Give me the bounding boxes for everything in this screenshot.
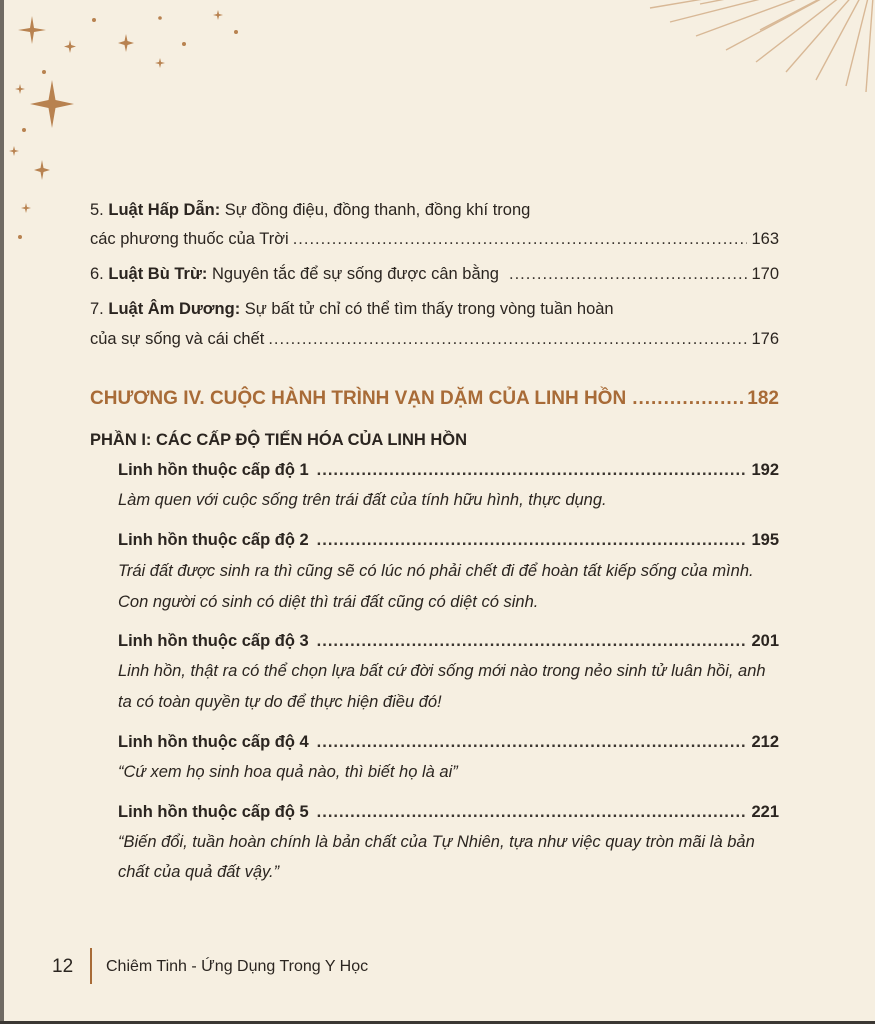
level-3-description-line-1 — [118, 661, 779, 681]
description-line: ta có toàn quyền tự do để thực hiện điều đó! — [118, 693, 442, 711]
page-number: 195 — [751, 531, 779, 549]
entry-description: Sự bất tử chỉ có thể tìm thấy trong vòng tuần hoàn — [240, 300, 614, 318]
dot-leader — [268, 329, 747, 349]
footer-book-title: Chiêm Tinh - Ứng Dụng Trong Y Học — [106, 958, 369, 975]
entry-number: 6. — [90, 265, 109, 283]
dot-leader — [632, 388, 745, 410]
toc-chapter-heading[interactable] — [90, 388, 779, 410]
description-line: “Cứ xem họ sinh hoa quả nào, thì biết họ là ai” — [118, 763, 458, 781]
page-number: 201 — [751, 632, 779, 650]
dot-leader — [317, 802, 748, 822]
chapter-page-number: 182 — [747, 388, 779, 409]
toc-entry-7[interactable] — [90, 299, 779, 319]
level-title: Linh hồn thuộc cấp độ 5 — [118, 803, 309, 821]
page-number: 176 — [751, 330, 779, 348]
page-number: 221 — [751, 803, 779, 821]
footer-divider — [90, 948, 92, 984]
part-title: PHẦN I: CÁC CẤP ĐỘ TIẾN HÓA CỦA LINH HỒN — [90, 431, 468, 449]
dot-leader — [317, 631, 748, 651]
toc-level-5[interactable] — [118, 802, 779, 822]
entry-law-title: Luật Hấp Dẫn: — [108, 201, 221, 219]
level-5-description-line-2 — [118, 862, 779, 882]
dot-leader — [317, 460, 748, 480]
chapter-title: CHƯƠNG IV. CUỘC HÀNH TRÌNH VẠN DẶM CỦA LINH HỒN — [90, 388, 627, 409]
toc-entry-5-continuation[interactable] — [90, 229, 779, 249]
level-title: Linh hồn thuộc cấp độ 1 — [118, 461, 309, 479]
sun-rays-icon — [640, 0, 875, 100]
toc-entry-5[interactable] — [90, 200, 779, 220]
level-title: Linh hồn thuộc cấp độ 3 — [118, 632, 309, 650]
description-line: “Biến đổi, tuần hoàn chính là bản chất của Tự Nhiên, tựa như việc quay tròn mãi là bản — [118, 833, 755, 851]
level-title: Linh hồn thuộc cấp độ 4 — [118, 733, 309, 751]
toc-entry-6[interactable] — [90, 264, 779, 284]
toc-level-2[interactable] — [118, 530, 779, 550]
page-number: 192 — [751, 461, 779, 479]
page-number: 170 — [751, 265, 779, 283]
level-3-description-line-2 — [118, 692, 779, 712]
level-5-description-line-1 — [118, 832, 779, 852]
entry-law-title: Luật Âm Dương: — [108, 300, 241, 318]
level-4-description — [118, 762, 779, 782]
description-line: Làm quen với cuộc sống trên trái đất của tính hữu hình, thực dụng. — [118, 491, 607, 509]
entry-number: 7. — [90, 300, 109, 318]
description-line: Trái đất được sinh ra thì cũng sẽ có lúc nó phải chết đi để hoàn tất kiếp sống của mình. — [118, 562, 754, 580]
page-number: 163 — [751, 230, 779, 248]
entry-description-continued: của sự sống và cái chết — [90, 330, 265, 348]
entry-description: Sự đồng điệu, đồng thanh, đồng khí trong — [220, 201, 531, 219]
toc-level-3[interactable] — [118, 631, 779, 651]
toc-level-1[interactable] — [118, 460, 779, 480]
description-line: Con người có sinh có diệt thì trái đất cũng có diệt có sinh. — [118, 593, 539, 611]
dot-leader — [293, 229, 748, 249]
dot-leader — [509, 264, 747, 284]
toc-part-heading — [90, 430, 779, 450]
toc-entry-7-continuation[interactable] — [90, 329, 779, 349]
entry-text — [90, 264, 499, 284]
level-title: Linh hồn thuộc cấp độ 2 — [118, 531, 309, 549]
dot-leader — [317, 530, 748, 550]
level-1-description — [118, 490, 779, 510]
entry-number: 5. — [90, 201, 109, 219]
level-2-description-line-2 — [118, 592, 779, 612]
level-2-description-line-1 — [118, 561, 779, 581]
page-number: 212 — [751, 733, 779, 751]
entry-description-continued: các phương thuốc của Trời — [90, 230, 289, 248]
dot-leader — [317, 732, 748, 752]
description-line: chất của quả đất vậy.” — [118, 863, 280, 881]
description-line: Linh hồn, thật ra có thể chọn lựa bất cứ đời sống mới nào trong nẻo sinh tử luân hồi, anh — [118, 662, 766, 680]
entry-description: Nguyên tắc để sự sống được cân bằng — [207, 265, 499, 283]
footer-page-number: 12 — [52, 956, 74, 977]
toc-level-4[interactable] — [118, 732, 779, 752]
entry-law-title: Luật Bù Trừ: — [108, 265, 208, 283]
